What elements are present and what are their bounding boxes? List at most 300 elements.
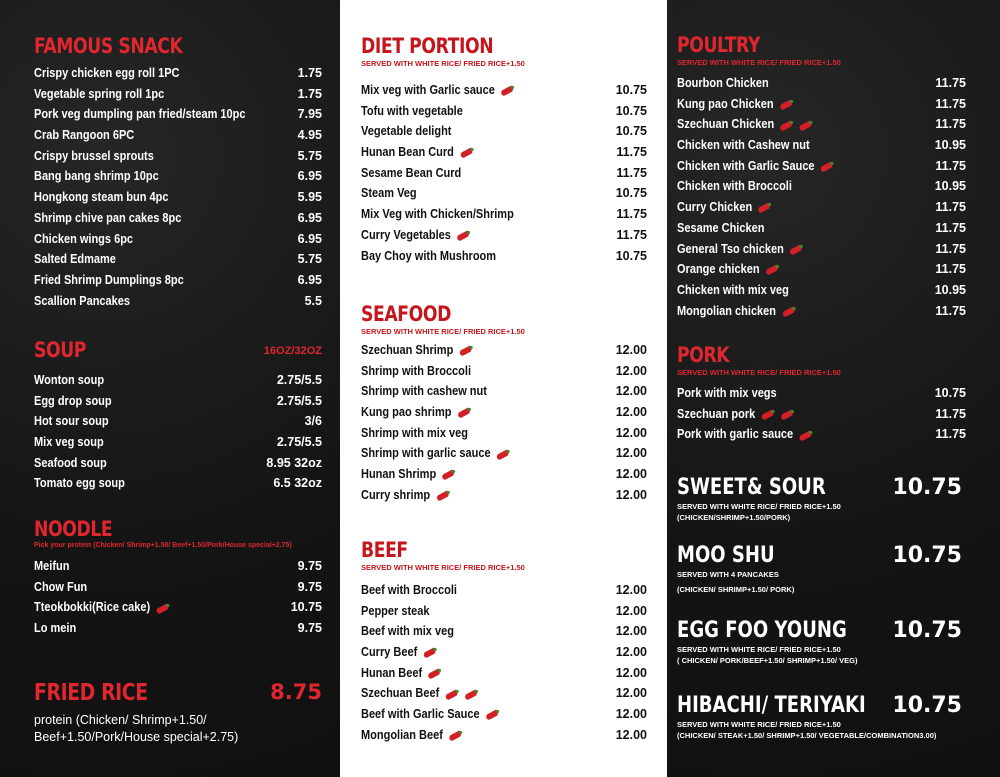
menu-item-price: 11.75 [935,200,966,215]
chili-pepper-icon [756,203,772,212]
menu-item-label: Mongolian Beef [361,727,443,742]
menu-item-name [361,624,454,638]
menu-item-label: Kung pao shrimp [361,405,452,420]
section-price: 10.75 [892,618,962,643]
menu-item-name [34,394,112,408]
menu-item-name [34,600,170,614]
menu-item-price: 12.00 [615,707,647,722]
section-pork [677,343,966,446]
menu-item-label: Bang bang shrimp 10pc [34,169,159,184]
menu-item-label: Curry Chicken [677,200,753,215]
menu-item-name [361,583,457,597]
menu-item-label: Curry shrimp [361,487,431,502]
menu-item-name [361,343,473,357]
menu-item-price: 11.75 [616,165,647,180]
menu-item-name [361,666,441,680]
section-note: (CHICKEN/ SHRIMP+1.50/ PORK) [677,585,795,594]
menu-item-name [34,149,154,163]
menu-item-name [34,66,180,80]
menu-item-price: 7.95 [297,107,322,122]
menu-item-name [361,145,473,159]
item-list [677,384,966,446]
section-price: 10.75 [892,543,962,568]
menu-item-label: Curry Beef [361,645,418,660]
menu-item-name [677,76,769,90]
menu-item-price: 11.75 [935,406,966,421]
menu-item [361,486,647,507]
section-title: BEEF [361,538,408,562]
menu-item-price: 12.00 [615,583,647,597]
menu-item [677,177,966,198]
chili-pepper-icon [454,231,470,240]
menu-item-name [677,97,793,111]
section-title: HIBACHI/ TERIYAKI [677,693,866,718]
section-note: (CHICKEN/ STEAK+1.50/ SHRIMP+1.50/ VEGETABLE/COMBINATION3.00) [677,731,937,740]
chili-pepper-icon [797,431,813,440]
menu-item-price: 5.75 [297,148,322,163]
item-list [34,557,322,640]
menu-item [361,382,647,403]
fried-rice-note-line: protein (Chicken/ Shrimp+1.50/ [34,713,207,727]
item-list [361,341,647,507]
menu-item-price: 12.00 [615,467,647,482]
menu-item-label: Chicken with Garlic Sauce [677,158,815,173]
menu-item-label: Hunan Beef [361,665,423,680]
menu-item-name [34,128,134,142]
menu-item-label: Shrimp with cashew nut [361,384,487,399]
menu-item-label: Hunan Shrimp [361,467,437,482]
menu-item [34,250,322,271]
chili-pepper-icon [421,648,437,657]
chili-pepper-icon [443,690,459,699]
menu-item-label: Sesame Bean Curd [361,165,462,180]
menu-item-price: 6.5 32oz [273,476,322,491]
menu-item-name [677,221,764,235]
section-title: NOODLE [34,517,113,541]
menu-item [34,167,322,188]
menu-item-price: 10.75 [290,600,322,615]
menu-item-label: Bourbon Chicken [677,76,769,90]
menu-column-left [0,0,340,777]
menu-item-name [361,488,449,502]
section-subtitle: SERVED WITH WHITE RICE/ FRIED RICE+1.50 [361,563,525,572]
menu-item-name [677,117,813,131]
chili-pepper-icon [426,669,442,678]
menu-item [361,403,647,424]
menu-item-label: Chow Fun [34,579,88,594]
menu-item-label: Chicken with mix veg [677,282,789,297]
section-title: SOUP [34,338,87,362]
menu-item-price: 6.95 [297,169,322,184]
menu-item [361,444,647,465]
menu-item-name [34,169,159,183]
menu-item [34,105,322,126]
menu-item-name [361,467,456,481]
menu-item-price: 11.75 [935,96,966,111]
menu-item-name [361,249,496,263]
menu-item [34,209,322,230]
item-list [361,581,647,747]
menu-item [361,581,647,602]
section-subtitle: SERVED WITH WHITE RICE/ FRIED RICE+1.50 [361,59,525,68]
menu-item-label: Vegetable delight [361,124,452,139]
menu-item-label: Chicken with Broccoli [677,179,792,194]
menu-item-price: 1.75 [297,86,322,101]
menu-item-price: 4.95 [297,128,322,143]
menu-item [34,619,322,640]
menu-item-name [361,83,514,97]
fried-rice-price: 8.75 [270,680,322,704]
menu-item-price: 12.00 [615,343,647,357]
menu-item-name [361,124,451,138]
menu-item-price: 12.00 [615,624,647,639]
menu-item [361,143,647,164]
menu-item-name [677,242,803,256]
menu-item-label: Steam Veg [361,186,417,201]
menu-item-price: 11.75 [616,145,647,160]
menu-item [677,260,966,281]
menu-item [361,362,647,383]
section-title: FRIED RICE [34,680,148,706]
chili-pepper-icon [763,265,779,274]
menu-item-label: Pork with mix vegs [677,386,777,400]
chili-pepper-icon [494,450,510,459]
menu-item [34,64,322,85]
section-seafood [361,302,647,507]
chili-pepper-icon [440,470,456,479]
menu-item-label: Kung pao Chicken [677,96,774,111]
menu-item-label: Tteokbokki(Rice cake) [34,600,151,615]
menu-item [361,341,647,362]
menu-item [361,643,647,664]
menu-item-price: 11.75 [616,227,647,242]
menu-item-price: 12.00 [615,645,647,660]
menu-item-label: Vegetable spring roll 1pc [34,86,165,101]
menu-item [361,247,647,268]
menu-item-price: 12.00 [615,425,647,440]
menu-item [361,122,647,143]
menu-item-name [34,273,184,287]
menu-item [34,598,322,619]
chili-pepper-icon [457,346,473,355]
menu-item [677,425,966,446]
section-title: EGG FOO YOUNG [677,618,847,643]
menu-item-price: 11.75 [935,117,966,132]
menu-item [34,474,322,495]
menu-item-name [677,138,810,152]
menu-item [34,392,322,413]
menu-item-name [361,104,463,118]
item-list [677,74,966,322]
section-famous-snack [34,34,322,312]
menu-item [677,405,966,426]
menu-item-name [34,373,104,387]
section-subtitle: SERVED WITH WHITE RICE/ FRIED RICE+1.50 [361,327,525,336]
menu-item [34,271,322,292]
menu-item [361,705,647,726]
menu-item-price: 9.75 [297,579,322,594]
section-note: (CHICKEN/SHRIMP+1.50/PORK) [677,513,791,522]
chili-pepper-icon [780,307,796,316]
menu-item-name [677,407,794,421]
menu-item-price: 10.95 [934,138,966,153]
menu-item [677,302,966,323]
section-title: DIET PORTION [361,34,494,58]
menu-item-label: Tofu with vegetable [361,103,463,118]
item-list [361,81,647,267]
menu-column-right [667,0,1000,777]
menu-item-price: 5.5 [304,293,322,308]
chili-pepper-icon [154,604,170,613]
menu-item-price: 11.75 [935,158,966,173]
menu-item-label: Chicken with Cashew nut [677,138,810,153]
menu-item-price: 10.75 [615,83,647,97]
soup-size-label: 16OZ/32OZ [263,345,322,357]
menu-item-name [34,435,104,449]
menu-column-middle [340,0,667,777]
menu-item-name [677,159,834,173]
chili-pepper-icon [446,731,462,740]
menu-item [34,454,322,475]
menu-item-price: 6.95 [297,210,322,225]
menu-item-price: 5.75 [297,252,322,267]
menu-item-price: 2.75/5.5 [276,393,322,408]
menu-item-label: Chicken wings 6pc [34,231,134,246]
menu-item [34,292,322,313]
section-note: SERVED WITH WHITE RICE/ FRIED RICE+1.50 [677,645,841,654]
menu-item-label: Hot sour soup [34,414,109,429]
menu-item-name [677,386,777,400]
menu-item [361,664,647,685]
menu-item-price: 11.75 [935,303,966,318]
menu-item-price: 12.00 [615,487,647,502]
menu-item-name [34,294,130,308]
menu-item-price: 1.75 [297,66,322,80]
menu-item-price: 11.75 [935,220,966,235]
section-note: SERVED WITH 4 PANCAKES [677,570,779,579]
section-beef [361,538,647,747]
section-soup [34,338,322,495]
chili-pepper-icon [434,491,450,500]
menu-item-name [361,686,478,700]
menu-item-label: Curry Vegetables [361,227,451,242]
menu-item [361,465,647,486]
menu-item-label: Mix Veg with Chicken/Shrimp [361,207,514,222]
menu-item-price: 2.75/5.5 [276,373,322,387]
section-title: FAMOUS SNACK [34,34,183,58]
menu-item-name [677,262,779,276]
menu-item-label: Szechuan Shrimp [361,343,454,357]
section-noodle [34,517,322,640]
menu-item-label: Salted Edmame [34,252,116,267]
section-fried-rice [34,680,322,746]
menu-item-label: General Tso chicken [677,241,784,256]
menu-item [677,384,966,405]
chili-pepper-icon [457,148,473,157]
menu-item-name [361,207,514,221]
menu-item-price: 12.00 [615,727,647,742]
menu-item [361,81,647,102]
menu-item-label: Orange chicken [677,262,760,277]
menu-item-name [361,166,461,180]
menu-item [677,74,966,95]
menu-item-label: Pork with garlic sauce [677,427,794,442]
menu-item-name [34,456,107,470]
section-title: PORK [677,343,730,367]
menu-item [677,281,966,302]
menu-item-label: Hunan Bean Curd [361,145,454,160]
menu-item [677,198,966,219]
menu-item [677,240,966,261]
menu-item-price: 12.00 [615,665,647,680]
menu-item-price: 2.75/5.5 [276,435,322,450]
menu-item-price: 12.00 [615,405,647,420]
menu-item [677,136,966,157]
menu-item [34,412,322,433]
menu-item-name [361,405,471,419]
menu-item-label: Scallion Pancakes [34,293,131,308]
chili-pepper-icon [483,710,499,719]
menu-item-label: Meifun [34,559,70,573]
menu-item-name [677,200,772,214]
menu-item-price: 10.75 [615,124,647,139]
menu-item [677,219,966,240]
menu-item [361,226,647,247]
menu-item-price: 11.75 [616,207,647,222]
menu-item-label: Crispy chicken egg roll 1PC [34,66,180,80]
item-list [34,371,322,495]
menu-item [677,95,966,116]
section-title: SEAFOOD [361,302,451,326]
menu-item-label: Shrimp chive pan cakes 8pc [34,210,182,225]
menu-item-label: Szechuan Chicken [677,117,775,132]
menu-item-label: Shrimp with mix veg [361,425,468,440]
menu-item-price: 12.00 [615,686,647,701]
menu-item-name [677,283,789,297]
menu-item-name [361,645,437,659]
menu-item-price: 12.00 [615,384,647,399]
menu-item-label: Sesame Chicken [677,220,765,235]
menu-item-price: 11.75 [935,262,966,277]
menu-item-price: 10.75 [615,248,647,263]
menu-item-price: 12.00 [615,446,647,461]
section-sweet-sour [677,475,962,522]
menu-item-price: 8.95 32oz [266,455,322,470]
menu-item-name [677,304,795,318]
menu-item [34,371,322,392]
menu-item-label: Bay Choy with Mushroom [361,248,497,263]
menu-item-name [34,107,246,121]
menu-item-label: Mix veg with Garlic sauce [361,83,495,97]
section-note: ( CHICKEN/ PORK/BEEF+1.50/ SHRIMP+1.50/ VEG) [677,656,858,665]
menu-item [34,433,322,454]
menu-item [34,188,322,209]
menu-item-name [361,228,470,242]
chili-pepper-icon [797,121,813,130]
menu-item-name [361,728,462,742]
section-note: SERVED WITH WHITE RICE/ FRIED RICE+1.50 [677,720,841,729]
menu-item [34,147,322,168]
chili-pepper-icon [777,100,793,109]
menu-item [677,157,966,178]
menu-item-label: Beef with mix veg [361,624,454,639]
menu-item-name [677,427,813,441]
menu-item [361,102,647,123]
menu-item-label: Pepper steak [361,603,430,618]
section-poultry [677,33,966,322]
section-title: MOO SHU [677,543,775,568]
menu-item-name [361,426,468,440]
menu-item-name [361,604,429,618]
menu-item [361,184,647,205]
menu-item-name [34,87,164,101]
menu-item-name [34,190,168,204]
section-diet-portion [361,34,647,267]
chili-pepper-icon [787,245,803,254]
menu-item [361,164,647,185]
menu-item [34,578,322,599]
section-subtitle: SERVED WITH WHITE RICE/ FRIED RICE+1.50 [677,58,841,67]
section-moo-shu [677,543,962,594]
menu-item [34,557,322,578]
menu-item-price: 10.75 [615,186,647,201]
menu-item [677,115,966,136]
menu-item-name [34,559,69,573]
menu-item [361,684,647,705]
chili-pepper-icon [455,408,471,417]
menu-item-price: 11.75 [935,241,966,256]
menu-item-label: Pork veg dumpling pan fried/steam 10pc [34,107,246,122]
menu-item-price: 12.00 [615,363,647,378]
menu-item-label: Tomato egg soup [34,476,125,491]
menu-item-name [677,179,792,193]
menu-item-name [34,476,125,490]
menu-item [34,85,322,106]
menu-item-price: 12.00 [615,603,647,618]
menu-item-name [34,252,116,266]
section-hibachi-teriyaki [677,693,962,740]
chili-pepper-icon [818,162,834,171]
menu-item-price: 9.75 [297,559,322,573]
menu-item-label: Wonton soup [34,373,105,387]
menu-item-price: 10.75 [934,386,966,400]
section-egg-foo-young [677,618,962,665]
menu-item-price: 10.95 [934,179,966,194]
menu-item-label: Szechuan pork [677,406,756,421]
chili-pepper-icon [778,410,794,419]
menu-item-label: Crab Rangoon 6PC [34,128,135,143]
menu-item-price: 6.95 [297,272,322,287]
menu-item-label: Lo mein [34,621,77,636]
section-note: SERVED WITH WHITE RICE/ FRIED RICE+1.50 [677,502,841,511]
chili-pepper-icon [759,410,775,419]
menu-item-label: Beef with Broccoli [361,583,457,597]
menu-item-price: 11.75 [935,76,966,90]
menu-item-name [34,414,109,428]
menu-item-label: Egg drop soup [34,393,112,408]
menu-item [361,602,647,623]
menu-item-price: 3/6 [304,414,322,429]
chili-pepper-icon [498,86,514,95]
menu-item-price: 10.95 [934,282,966,297]
menu-item [361,424,647,445]
menu-item-label: Fried Shrimp Dumplings 8pc [34,272,184,287]
menu-item-label: Shrimp with Broccoli [361,363,472,378]
section-price: 10.75 [892,475,962,500]
menu-item-label: Shrimp with garlic sauce [361,446,491,461]
menu-item-price: 10.75 [615,103,647,118]
menu-item-label: Beef with Garlic Sauce [361,707,480,722]
